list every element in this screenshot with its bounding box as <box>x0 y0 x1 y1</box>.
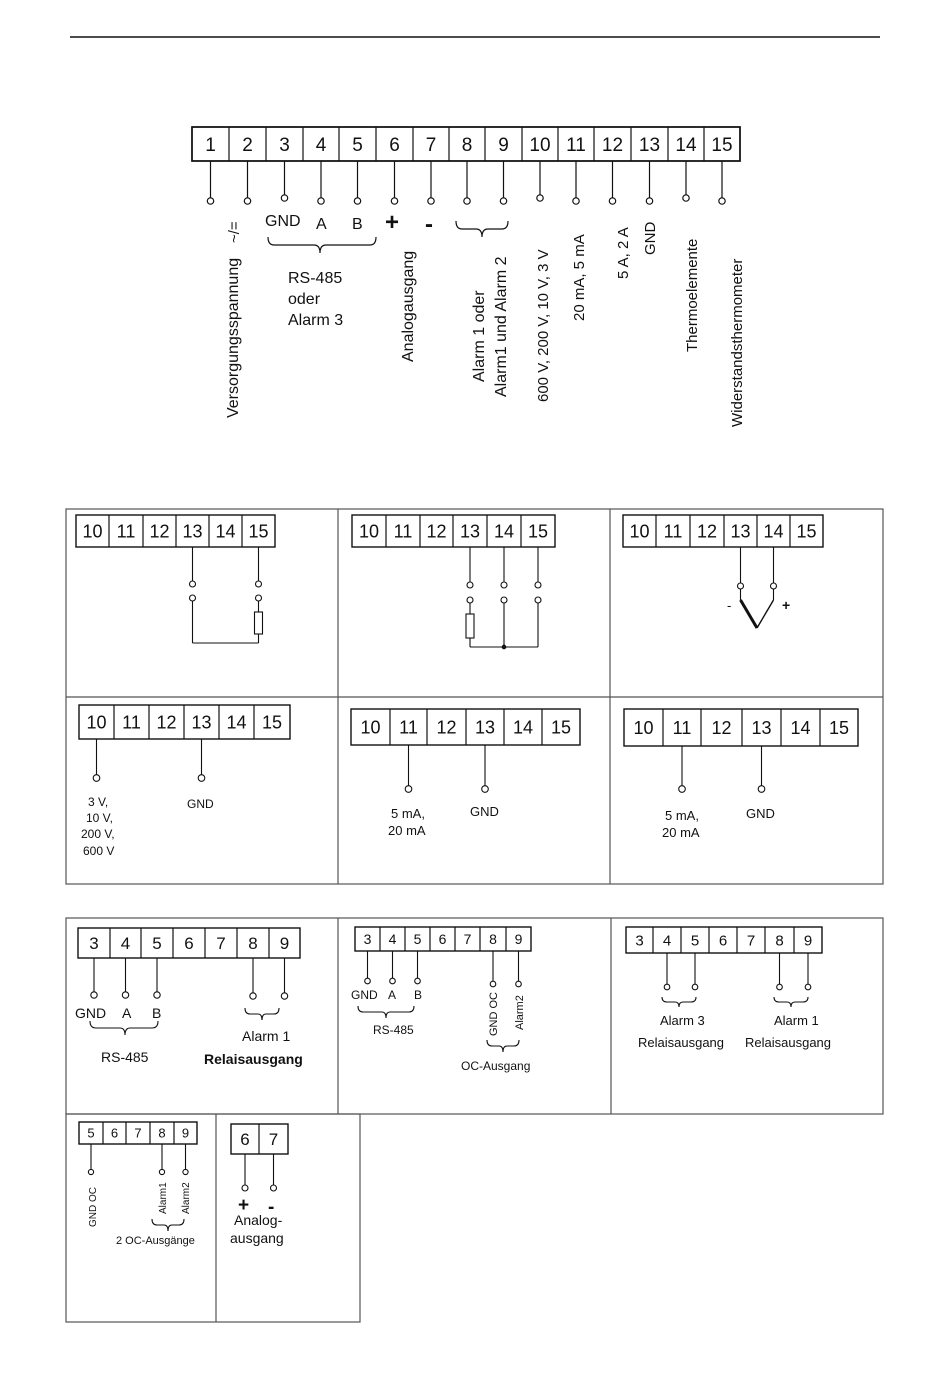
c6-strip-terminal-12: 12 <box>711 717 732 738</box>
r2-wire-4 <box>390 951 396 984</box>
r2-strip-terminal-8: 8 <box>489 931 497 948</box>
r3-strip-terminal-7: 7 <box>746 932 756 950</box>
r1-rs485-brace <box>90 1021 158 1035</box>
r4-label-alarm2: Alarm2 <box>181 1182 192 1214</box>
r1-label-a: A <box>122 1005 132 1021</box>
r4-oc-brace <box>152 1219 184 1231</box>
c2-strip-terminal-15: 15 <box>527 521 549 542</box>
r4-strip-terminal-5: 5 <box>87 1125 95 1141</box>
c3-wire-14 <box>771 547 777 589</box>
r1-label-alarm1: Alarm 1 <box>242 1028 291 1044</box>
label-widerstandsthermometer: Widerstandsthermometer <box>729 258 746 427</box>
c5-wire-13 <box>482 745 489 792</box>
r3-wire-8 <box>777 953 783 990</box>
r2-label-alarm2: Alarm2 <box>514 995 526 1030</box>
c4-strip-terminal-13: 13 <box>191 712 212 733</box>
main-strip-terminal-3: 3 <box>279 134 290 156</box>
r5-label-plus: + <box>238 1195 250 1216</box>
main-wire-5 <box>354 161 360 204</box>
c6-wire-11 <box>679 746 686 792</box>
main-wire-7 <box>428 161 434 204</box>
r2-wire-5 <box>415 951 421 984</box>
r3-wire-9 <box>805 953 811 990</box>
c5-label-gnd: GND <box>470 804 499 819</box>
c3-strip-terminal-15: 15 <box>796 521 817 542</box>
c2-strip-terminal-11: 11 <box>393 521 413 542</box>
main-strip-terminal-5: 5 <box>352 134 363 156</box>
r4-strip-terminal-9: 9 <box>181 1125 190 1141</box>
grid-outputs <box>66 918 883 1322</box>
main-wire-13 <box>646 161 652 204</box>
c4-strip-terminal-11: 11 <box>122 712 141 733</box>
r2-strip <box>355 927 531 951</box>
c4-strip-terminal-10: 10 <box>86 712 107 733</box>
r2-oc-brace <box>487 1040 519 1052</box>
r2-label-ocausgang: OC-Ausgang <box>461 1059 531 1073</box>
r4-wire-8 <box>159 1144 164 1175</box>
label-gnd-3: GND <box>265 213 301 230</box>
r3-alarm1-brace <box>774 997 808 1007</box>
r3-strip-terminal-4: 4 <box>662 932 672 950</box>
c6-label-20ma: 20 mA <box>662 825 700 840</box>
c6-label-gnd: GND <box>746 806 775 821</box>
r5-wire-7 <box>271 1154 277 1191</box>
label-versorgungsspannung: Versorgungsspannung <box>225 257 242 418</box>
main-strip-terminal-10: 10 <box>529 134 551 156</box>
label-thermoelemente: Thermoelemente <box>684 238 701 352</box>
c6-wire-13 <box>758 746 765 792</box>
c3-strip-terminal-10: 10 <box>629 521 650 542</box>
r3-strip <box>626 927 822 953</box>
r2-wire-9 <box>516 951 522 987</box>
grid-sensor-inputs <box>66 509 883 884</box>
r2-wire-3 <box>365 951 371 984</box>
label-a-4: A <box>316 216 327 233</box>
r4-strip-terminal-6: 6 <box>110 1125 119 1141</box>
r5-label-minus: - <box>268 1197 275 1218</box>
main-strip-terminal-6: 6 <box>389 134 400 156</box>
c3-wire-13 <box>738 547 744 589</box>
c3-strip-terminal-12: 12 <box>696 521 718 542</box>
c5-strip-terminal-12: 12 <box>436 717 457 738</box>
r2-wire-8 <box>490 951 496 987</box>
r3-strip-terminal-8: 8 <box>775 932 784 950</box>
r1-strip-terminal-3: 3 <box>89 934 99 954</box>
r5-strip-terminal-7: 7 <box>268 1130 279 1150</box>
label-amp-ranges: 5 A, 2 A <box>615 227 632 279</box>
tc-plus: + <box>782 597 791 613</box>
c2-strip-terminal-14: 14 <box>493 521 515 542</box>
cell4-voltage-labels <box>81 795 115 858</box>
rs485-brace <box>268 237 376 253</box>
r3-strip-terminal-3: 3 <box>635 932 644 950</box>
r4-label-gndoc: GND OC <box>88 1187 99 1227</box>
main-wire-9 <box>500 161 506 204</box>
c3-thermocouple <box>741 589 774 628</box>
r1-strip-terminal-9: 9 <box>279 934 290 954</box>
r1-label-rs485: RS-485 <box>101 1049 149 1065</box>
c1-strip-terminal-13: 13 <box>182 521 203 542</box>
c5-wire-11 <box>405 745 412 792</box>
r2-strip-terminal-6: 6 <box>438 931 447 948</box>
label-minus-7: - <box>425 211 433 238</box>
c2-strip-terminal-12: 12 <box>426 521 447 542</box>
r1-strip-terminal-6: 6 <box>184 934 194 954</box>
label-b-5: B <box>352 216 363 233</box>
c2-rtd <box>466 597 541 649</box>
c4-strip-terminal-14: 14 <box>226 712 247 733</box>
main-wire-14 <box>683 161 689 201</box>
r1-strip-terminal-7: 7 <box>216 934 226 954</box>
main-wire-6 <box>391 161 397 204</box>
ac-dc-icon: ~/= <box>226 221 243 243</box>
c4-label-600v: 600 V <box>83 844 115 858</box>
c3-strip-terminal-11: 11 <box>663 521 683 542</box>
c5-strip <box>351 709 580 745</box>
r1-wire-5 <box>154 958 160 998</box>
r2-strip-terminal-3: 3 <box>363 931 372 948</box>
r2-strip-terminal-4: 4 <box>388 931 397 948</box>
r2-label-a: A <box>388 988 397 1002</box>
r1-wire-9 <box>281 958 287 999</box>
c6-strip <box>624 709 858 746</box>
r1-strip-terminal-5: 5 <box>152 934 162 954</box>
c4-label-3v: 3 V, <box>88 795 109 809</box>
main-wire-12 <box>609 161 615 204</box>
c5-strip-terminal-11: 11 <box>399 717 418 738</box>
r3-label-alarm3: Alarm 3 <box>660 1013 705 1028</box>
main-strip-terminal-1: 1 <box>205 134 216 156</box>
c4-strip-terminal-12: 12 <box>156 712 177 733</box>
label-oder: oder <box>288 291 321 308</box>
c2-wire-13 <box>467 547 473 588</box>
r5-strip-terminal-6: 6 <box>240 1130 250 1150</box>
label-ma-ranges: 20 mA, 5 mA <box>571 234 588 321</box>
c4-label-10v: 10 V, <box>86 811 113 825</box>
r3-label-relais3: Relaisausgang <box>638 1035 725 1050</box>
r1-label-relaisausgang: Relaisausgang <box>204 1051 303 1067</box>
main-strip-terminal-12: 12 <box>601 134 624 156</box>
main-strip-terminal-2: 2 <box>242 134 253 156</box>
c1-wire-13 <box>190 547 196 587</box>
r3-strip-terminal-9: 9 <box>803 932 813 950</box>
label-analogausgang: Analogausgang <box>400 250 417 362</box>
c1-strip <box>76 515 275 547</box>
r1-alarm-brace <box>245 1008 279 1020</box>
r1-wire-8 <box>250 958 256 999</box>
c6-strip-terminal-14: 14 <box>790 717 811 738</box>
alarm-brace <box>456 221 508 237</box>
label-voltage-ranges: 600 V, 200 V, 10 V, 3 V <box>535 249 552 402</box>
main-strip-terminal-15: 15 <box>711 134 733 156</box>
r4-label-caption: 2 OC-Ausgänge <box>116 1235 195 1247</box>
r2-label-gnd: GND <box>351 988 378 1002</box>
r1-wire-4 <box>122 958 128 998</box>
c6-label-5ma: 5 mA, <box>665 808 699 823</box>
c2-wire-15 <box>535 547 541 588</box>
r3-strip-terminal-5: 5 <box>690 932 700 950</box>
main-strip-terminal-13: 13 <box>638 134 661 156</box>
c6-strip-terminal-13: 13 <box>751 717 772 738</box>
r4-strip-terminal-8: 8 <box>158 1125 166 1141</box>
r4-label-alarm1: Alarm1 <box>158 1182 169 1214</box>
r3-wire-4 <box>664 953 670 990</box>
r5-strip <box>231 1124 288 1154</box>
c1-strip-terminal-11: 11 <box>116 521 136 542</box>
label-rs485: RS-485 <box>288 270 343 287</box>
main-strip-terminal-9: 9 <box>498 134 509 156</box>
label-alarm1-oder: Alarm 1 oder <box>471 290 488 382</box>
main-wire-15 <box>719 161 725 204</box>
main-strip <box>192 127 740 161</box>
c1-strip-terminal-12: 12 <box>149 521 170 542</box>
c5-strip-terminal-10: 10 <box>360 717 381 738</box>
c4-wire-10 <box>93 739 100 781</box>
c2-strip-terminal-10: 10 <box>358 521 380 542</box>
c4-label-200v: 200 V, <box>81 827 115 841</box>
c3-strip-terminal-13: 13 <box>730 521 751 542</box>
r3-label-relais1: Relaisausgang <box>745 1035 832 1050</box>
main-wire-1 <box>207 161 213 204</box>
c3-strip-terminal-14: 14 <box>763 521 784 542</box>
main-strip-terminal-8: 8 <box>461 134 473 156</box>
r2-label-rs485: RS-485 <box>373 1023 414 1037</box>
r1-strip <box>78 928 300 958</box>
r2-label-gndoc: GND OC <box>488 992 500 1036</box>
r4-wire-9 <box>183 1144 188 1175</box>
label-plus-6: + <box>385 209 400 236</box>
r1-label-gnd: GND <box>75 1005 107 1021</box>
r4-strip-terminal-7: 7 <box>134 1125 142 1141</box>
main-strip-terminal-4: 4 <box>315 134 327 156</box>
r5-label-analog1: Analog- <box>234 1212 283 1228</box>
r3-alarm3-brace <box>662 997 696 1007</box>
r1-strip-terminal-8: 8 <box>248 934 258 954</box>
c5-strip-terminal-14: 14 <box>512 717 534 738</box>
r2-rs485-brace <box>358 1006 414 1018</box>
r2-strip-terminal-9: 9 <box>514 931 523 948</box>
r5-label-analog2: ausgang <box>230 1230 284 1246</box>
r3-wire-5 <box>692 953 698 990</box>
r4-strip <box>79 1122 197 1144</box>
main-strip-terminal-14: 14 <box>675 134 697 156</box>
c1-strip-terminal-14: 14 <box>215 521 236 542</box>
c5-strip-terminal-13: 13 <box>474 717 496 738</box>
label-gnd-13: GND <box>642 221 659 255</box>
c1-strip-terminal-15: 15 <box>248 521 269 542</box>
main-wire-3 <box>281 161 287 201</box>
c6-strip-terminal-15: 15 <box>828 717 850 738</box>
main-wire-2 <box>244 161 250 204</box>
main-wire-10 <box>537 161 543 201</box>
c4-wire-13 <box>198 739 205 781</box>
main-wire-4 <box>318 161 324 204</box>
tc-minus: - <box>727 598 732 613</box>
r1-label-b: B <box>152 1005 162 1021</box>
label-alarm3: Alarm 3 <box>288 312 344 329</box>
c2-wire-14 <box>501 547 507 588</box>
c6-strip-terminal-10: 10 <box>633 717 654 738</box>
c4-label-gnd: GND <box>187 797 214 811</box>
label-alarm1-und-alarm2: Alarm1 und Alarm 2 <box>493 256 510 397</box>
main-strip-terminal-7: 7 <box>425 134 437 156</box>
r5-wire-6 <box>242 1154 248 1191</box>
c1-wire-15 <box>256 547 262 587</box>
r4-wire-5 <box>88 1144 93 1175</box>
c6-strip-terminal-11: 11 <box>672 717 692 738</box>
c2-strip <box>352 515 555 547</box>
c5-label-5ma: 5 mA, <box>391 806 425 821</box>
c1-rtd <box>190 595 263 643</box>
r2-label-b: B <box>414 988 423 1002</box>
main-terminal-strip <box>192 127 740 161</box>
c4-strip <box>79 705 290 739</box>
r3-label-alarm1: Alarm 1 <box>774 1013 819 1028</box>
c4-strip-terminal-15: 15 <box>261 712 283 733</box>
main-strip-terminal-11: 11 <box>566 134 586 156</box>
r1-wire-3 <box>91 958 97 998</box>
c5-label-20ma: 20 mA <box>388 823 426 838</box>
c5-strip-terminal-15: 15 <box>550 717 572 738</box>
r2-strip-terminal-7: 7 <box>463 931 472 948</box>
c2-strip-terminal-13: 13 <box>459 521 481 542</box>
main-wire-8 <box>464 161 470 204</box>
r3-strip-terminal-6: 6 <box>718 932 728 950</box>
c3-strip <box>623 515 823 547</box>
r1-strip-terminal-4: 4 <box>120 934 131 954</box>
main-wire-11 <box>573 161 579 204</box>
r2-strip-terminal-5: 5 <box>413 931 422 948</box>
c1-strip-terminal-10: 10 <box>82 521 103 542</box>
